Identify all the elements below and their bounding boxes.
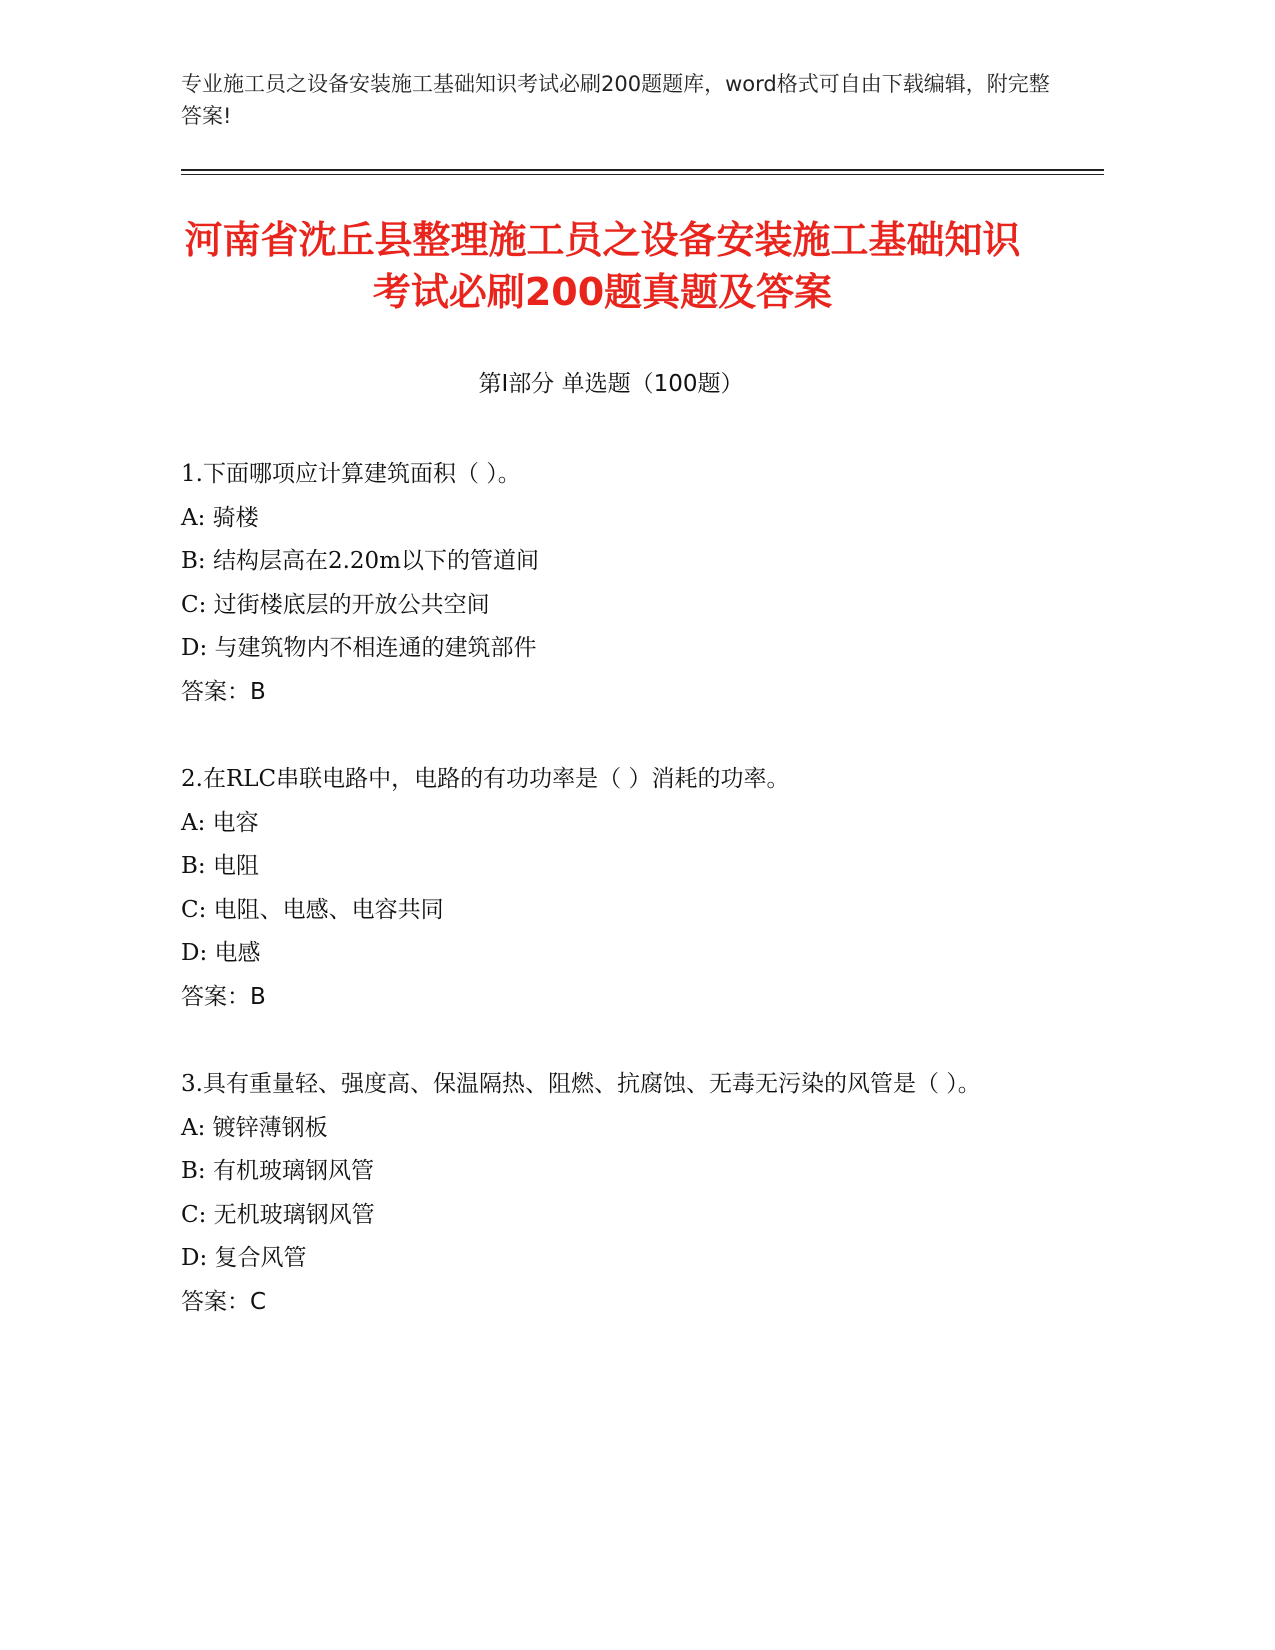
option-a: A: 镀锌薄钢板	[181, 1114, 328, 1141]
question-1	[181, 453, 1031, 714]
option-b: B: 电阻	[181, 853, 259, 879]
header-divider-thick	[181, 169, 1104, 171]
answer: 答案：B	[181, 983, 266, 1010]
header-divider-thin	[181, 174, 1104, 175]
question-3	[181, 1063, 1031, 1324]
section-title: 第Ⅰ部分 单选题（100题）	[478, 371, 744, 397]
question-stem: 1.下面哪项应计算建筑面积（ ）。	[181, 461, 521, 487]
header-note: 专业施工员之设备安装施工基础知识考试必刷200题题库，word格式可自由下载编辑，附完整答案!	[181, 72, 1050, 128]
answer: 答案：B	[181, 678, 266, 705]
option-d: D: 电感	[181, 940, 261, 966]
option-a: A: 骑楼	[181, 504, 259, 531]
option-b: B: 结构层高在2.20m以下的管道间	[181, 548, 539, 574]
answer: 答案：C	[181, 1288, 267, 1315]
document-title: 河南省沈丘县整理施工员之设备安装施工基础知识考试必刷200题真题及答案	[184, 218, 1021, 314]
option-c: C: 过街楼底层的开放公共空间	[181, 591, 490, 618]
option-d: D: 与建筑物内不相连通的建筑部件	[181, 635, 537, 661]
question-2	[181, 758, 1031, 1019]
option-a: A: 电容	[181, 809, 259, 836]
option-b: B: 有机玻璃钢风管	[181, 1158, 374, 1184]
option-d: D: 复合风管	[181, 1245, 307, 1271]
question-stem: 2.在RLC串联电路中，电路的有功功率是（ ）消耗的功率。	[181, 766, 790, 792]
option-c: C: 无机玻璃钢风管	[181, 1201, 375, 1228]
option-c: C: 电阻、电感、电容共同	[181, 896, 444, 923]
question-stem: 3.具有重量轻、强度高、保温隔热、阻燃、抗腐蚀、无毒无污染的风管是（ ）。	[181, 1071, 981, 1097]
